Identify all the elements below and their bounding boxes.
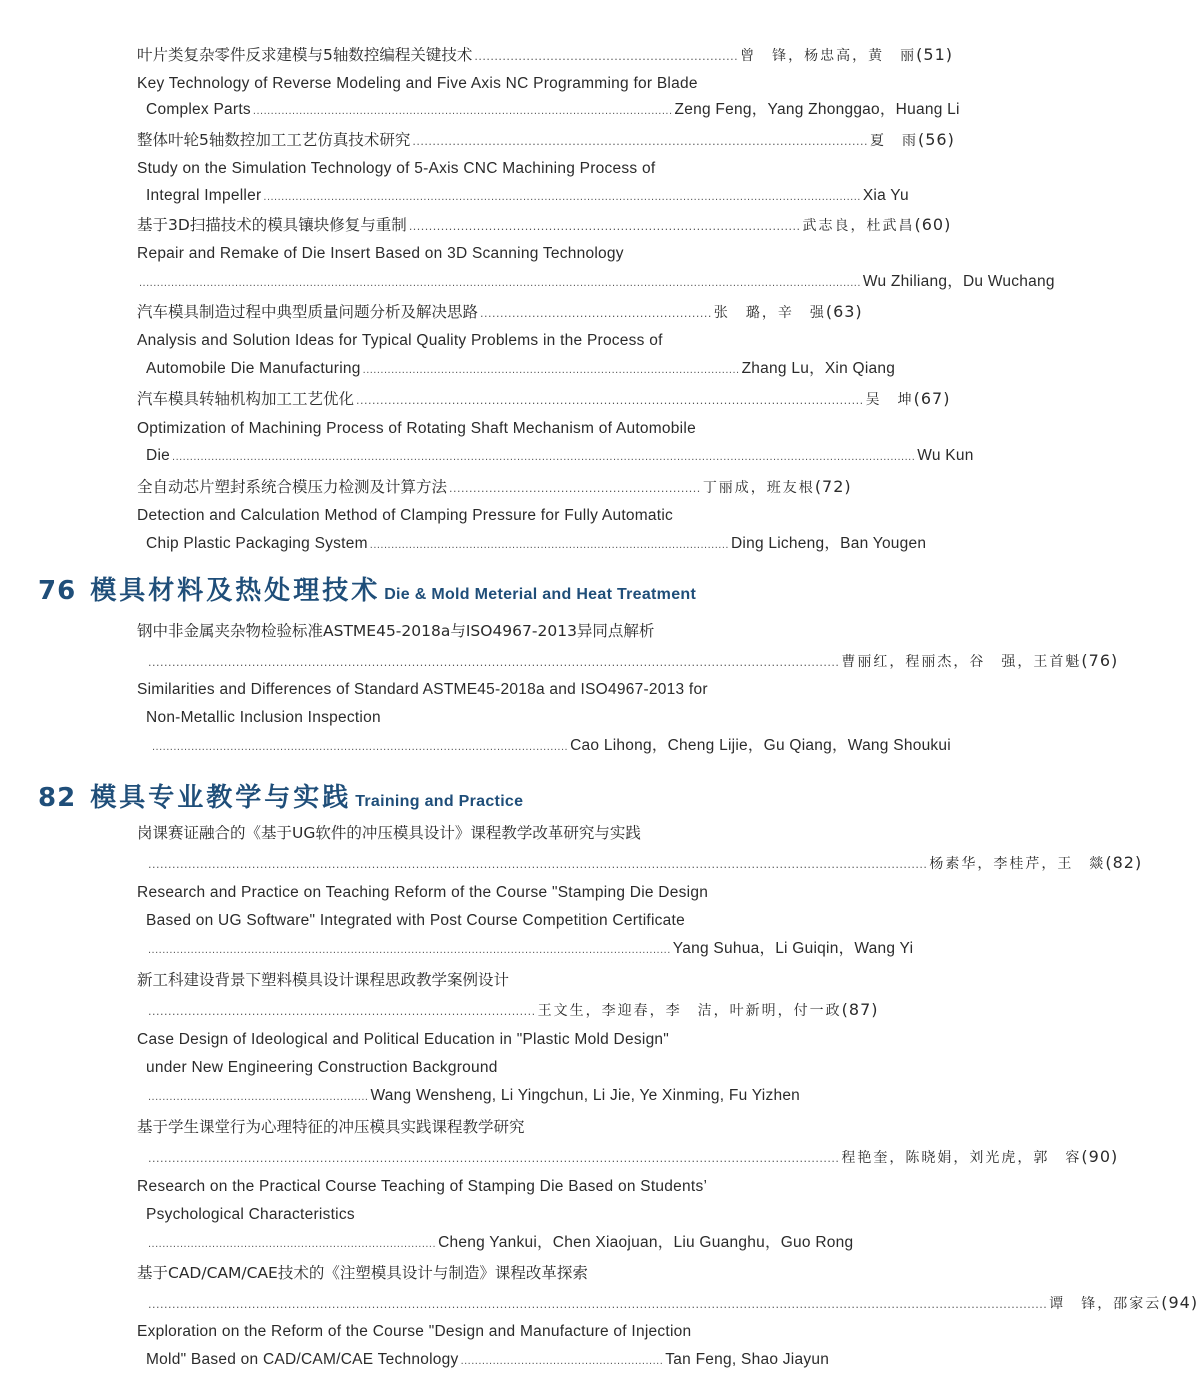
cn-title[interactable]: 钢中非金属夹杂物检验标准ASTME45-2018a与ISO4967-2013异同点解析: [137, 622, 655, 640]
en-title-cont: Die: [146, 447, 171, 464]
dot-leader: ...............................................................: [449, 482, 701, 495]
cn-authors: 张 璐，辛 强: [713, 305, 826, 321]
toc-entry-cn: [146, 650, 1119, 674]
en-title-line: Optimization of Machining Process of Rotating Shaft Mechanism of Automobile: [137, 420, 696, 437]
toc-entry-cn[interactable]: [137, 214, 952, 238]
toc-entry-cn[interactable]: [137, 388, 951, 412]
section-title-zh: 模具材料及热处理技术: [90, 576, 381, 606]
en-authors: Xia Yu: [862, 187, 909, 204]
en-authors: Yang Suhua，Li Guiqin，Wang Yi: [672, 940, 914, 957]
page-number: (63): [825, 302, 863, 321]
en-title-cont: Non-Metallic Inclusion Inspection: [146, 709, 381, 726]
dot-leader: ...................................................................................................................................................: [148, 944, 671, 956]
cn-authors: 丁丽成，班友根: [702, 480, 815, 496]
cn-title: 全自动芯片塑封系统合模压力检测及计算方法: [137, 478, 448, 496]
toc-entry-en: [146, 1349, 830, 1372]
dot-leader: .................................................................................................: [148, 1005, 536, 1018]
en-title-line: Study on the Simulation Technology of 5-Axis CNC Machining Process of: [137, 160, 656, 177]
en-title-line: Exploration on the Reform of the Course "Design and Manufacture of Injection: [137, 1323, 692, 1340]
cn-authors: 曾 锋，杨忠高，黄 丽: [740, 48, 917, 64]
toc-entry-cn: [146, 1292, 1198, 1316]
cn-authors: 程艳奎，陈晓娟，刘光虎，郭 容: [841, 1150, 1082, 1166]
dot-leader: ..........................................................: [480, 307, 712, 320]
toc-entry-cn: [146, 1146, 1119, 1170]
dot-leader: ......................................................................................................................: [252, 105, 673, 117]
dot-leader: .........................................................: [460, 1355, 664, 1367]
toc-entry-cn[interactable]: [137, 476, 852, 500]
dot-leader: .................................................................................................................................................................................................................: [172, 451, 916, 463]
en-title-cont: Complex Parts: [146, 101, 251, 118]
toc-entry-en: [137, 271, 1055, 294]
cn-title[interactable]: 岗课赛证融合的《基于UG软件的冲压模具设计》课程教学改革研究与实践: [137, 824, 641, 842]
toc-entry-cn[interactable]: [137, 301, 863, 325]
cn-authors: 武志良，杜武昌: [802, 218, 915, 234]
page-number: (90): [1081, 1147, 1119, 1166]
en-title-line: Detection and Calculation Method of Clamping Pressure for Fully Automatic: [137, 507, 674, 524]
en-title-cont: Chip Plastic Packaging System: [146, 535, 368, 552]
cn-title: 汽车模具转轴机构加工工艺优化: [137, 390, 355, 408]
dot-leader: ........................................................................................................................................................................: [263, 191, 861, 203]
en-title-line: Case Design of Ideological and Political Education in "Plastic Mold Design": [137, 1031, 670, 1048]
cn-title: 整体叶轮5轴数控加工工艺仿真技术研究: [137, 131, 411, 149]
section-number: 76: [38, 576, 77, 606]
toc-entry-cn[interactable]: [137, 129, 955, 153]
cn-title: 汽车模具制造过程中典型质量问题分析及解决思路: [137, 303, 479, 321]
section-title-en: Die & Mold Meterial and Heat Treatment: [384, 586, 697, 603]
toc-entry-en: [146, 938, 914, 961]
toc-entry-en: [150, 735, 951, 758]
cn-title[interactable]: 基于CAD/CAM/CAE技术的《注塑模具设计与制造》课程改革探索: [137, 1264, 588, 1282]
toc-entry-en: [146, 99, 960, 122]
en-title-line: Analysis and Solution Ideas for Typical Quality Problems in the Process of: [137, 332, 663, 349]
page-number: (56): [918, 130, 955, 149]
page-number: (82): [1105, 853, 1143, 872]
dot-leader: .....................................................................................................................: [152, 741, 569, 753]
en-title-line: Research on the Practical Course Teaching of Stamping Die Based on Students’: [137, 1178, 708, 1195]
en-title-line: Similarities and Differences of Standard ASTME45-2018a and ISO4967-2013 for: [137, 681, 708, 698]
en-title-cont: under New Engineering Construction Background: [146, 1059, 498, 1076]
en-authors: Zhang Lu，Xin Qiang: [741, 360, 896, 377]
en-authors: Wu Kun: [917, 447, 974, 464]
en-authors: Wu Zhiliang，Du Wuchang: [862, 273, 1055, 290]
cn-title: 叶片类复杂零件反求建模与5轴数控编程关键技术: [137, 46, 473, 64]
en-title-line: Research and Practice on Teaching Reform of the Course "Stamping Die Design: [137, 884, 709, 901]
cn-title: 基于3D扫描技术的模具镶块修复与重制: [137, 216, 407, 234]
en-authors: Cheng Yankui，Chen Xiaojuan，Liu Guanghu，Guo Rong: [438, 1234, 854, 1251]
dot-leader: ..................................................................................................: [408, 220, 801, 233]
toc-entry-en: [146, 445, 974, 468]
en-title-line: Key Technology of Reverse Modeling and Five Axis NC Programming for Blade: [137, 75, 698, 92]
cn-title[interactable]: 基于学生课堂行为心理特征的冲压模具实践课程教学研究: [137, 1118, 525, 1136]
toc-entry-cn: [146, 999, 879, 1023]
dot-leader: ..........................................................................................................: [362, 364, 740, 376]
toc-entry-en: [146, 1085, 801, 1108]
page-number: (60): [914, 215, 952, 234]
page-number: (67): [913, 389, 951, 408]
section-heading-82: [38, 777, 523, 814]
page-number: (94): [1161, 1293, 1198, 1312]
toc-entry-en: [146, 1232, 854, 1255]
cn-authors: 曹丽红，程丽杰，谷 强，王首魁: [841, 654, 1082, 670]
cn-authors: 谭 锋，邵家云: [1049, 1296, 1162, 1312]
toc-entry-en: [146, 358, 896, 381]
en-authors: Ding Licheng，Ban Yougen: [730, 535, 927, 552]
dot-leader: ...........................................................................................................................................................................................................: [139, 277, 861, 289]
section-number: 82: [38, 783, 77, 813]
en-authors: Tan Feng, Shao Jiayun: [665, 1351, 830, 1368]
dot-leader: .................................................................................................................................................................................................................................: [148, 1298, 1048, 1311]
page-number: (76): [1081, 651, 1119, 670]
cn-authors: 吴 坤: [865, 392, 914, 408]
dot-leader: ..............................................................: [148, 1091, 369, 1103]
en-authors: Cao Lihong，Cheng Lijie，Gu Qiang，Wang Shoukui: [570, 737, 951, 754]
dot-leader: .............................................................................................................................................................................: [148, 656, 840, 669]
section-title-zh: 模具专业教学与实践: [90, 783, 352, 813]
cn-authors: 夏 雨: [870, 133, 918, 149]
toc-entry-cn: [146, 852, 1143, 876]
dot-leader: .................................................................................: [148, 1238, 437, 1250]
toc-entry-en: [146, 185, 909, 208]
cn-authors: 杨素华，李桂芹，王 燚: [929, 856, 1106, 872]
page-number: (72): [814, 477, 852, 496]
en-authors: Zeng Feng，Yang Zhonggao，Huang Li: [674, 101, 960, 118]
en-title-cont: Integral Impeller: [146, 187, 262, 204]
en-title-cont: Based on UG Software" Integrated with Post Course Competition Certificate: [146, 912, 685, 929]
dot-leader: ..................................................................................................................: [412, 135, 868, 148]
page-number: (51): [916, 45, 953, 64]
toc-entry-cn[interactable]: [137, 44, 953, 68]
dot-leader: ...............................................................................................................................: [356, 394, 864, 407]
dot-leader: .....................................................................................................: [369, 539, 729, 551]
section-title-en: Training and Practice: [355, 793, 524, 810]
en-authors: Wang Wensheng, Li Yingchun, Li Jie, Ye Xinming, Fu Yizhen: [370, 1087, 801, 1104]
section-heading-76: [38, 570, 696, 607]
dot-leader: ..................................................................: [474, 50, 739, 63]
en-title-line: Repair and Remake of Die Insert Based on 3D Scanning Technology: [137, 245, 624, 262]
page-number: (87): [841, 1000, 879, 1019]
en-title-cont: Automobile Die Manufacturing: [146, 360, 361, 377]
en-title-cont: Mold" Based on CAD/CAM/CAE Technology: [146, 1351, 459, 1368]
cn-title[interactable]: 新工科建设背景下塑料模具设计课程思政教学案例设计: [137, 971, 510, 989]
cn-authors: 王文生，李迎春，李 洁，叶新明，付一政: [537, 1003, 842, 1019]
en-title-cont: Psychological Characteristics: [146, 1206, 355, 1223]
dot-leader: ...................................................................................................................................................................................................: [148, 858, 928, 871]
dot-leader: .............................................................................................................................................................................: [148, 1152, 840, 1165]
toc-entry-en: [146, 533, 927, 556]
